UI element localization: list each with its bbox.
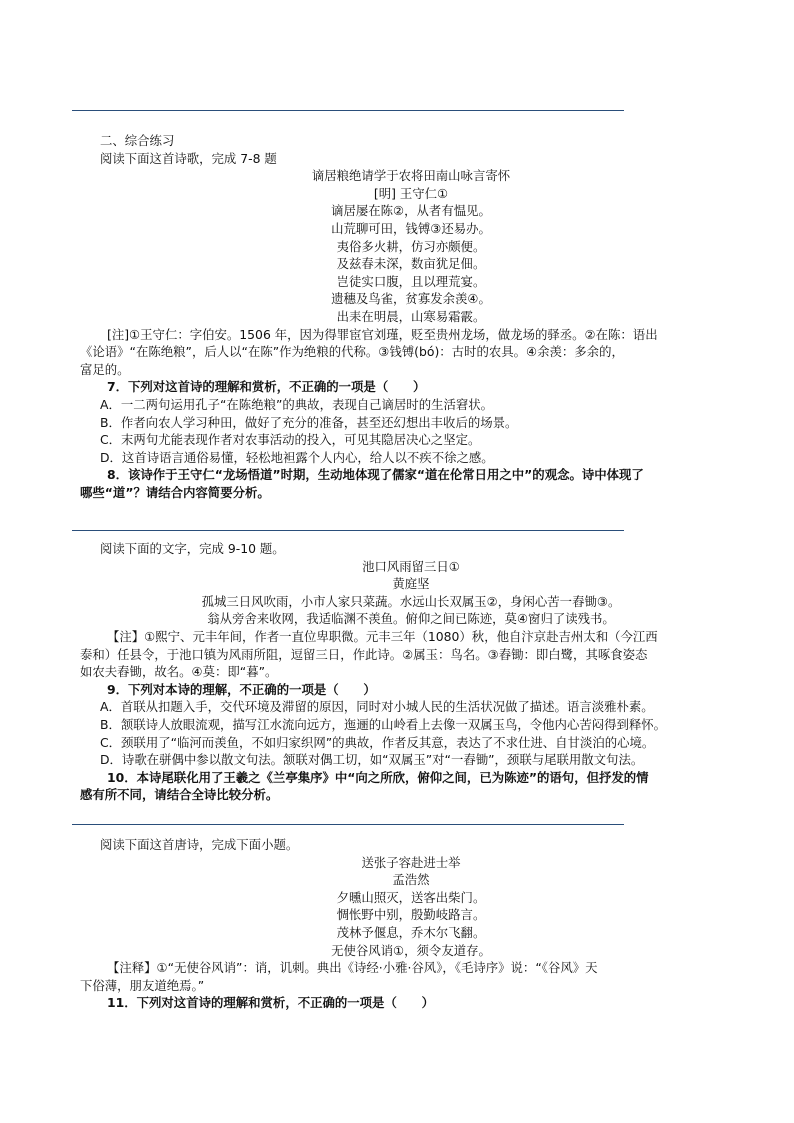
poem-line: 夕曛山照灭，送客出柴门。 — [336, 889, 486, 905]
question-8-continued: 哪些“道”？请结合内容简要分析。 — [80, 484, 270, 500]
section-heading: 二、综合练习 — [100, 133, 175, 148]
poem-line: 孤城三日风吹雨，小市人家只菜蔬。水远山长双属玉②，身闲心苦一舂锄③。 — [201, 593, 621, 609]
poem-line: 翁从旁舍来收网，我适临渊不羡鱼。俯仰之间已陈迹，莫④窗归了读残书。 — [207, 611, 615, 627]
section-divider — [72, 824, 624, 825]
section-1 — [80, 132, 722, 501]
annotation-line: [注]①王守仁：字伯安。1506 年，因为得罪宦官刘瑾，贬至贵州龙场，做龙场的驿丞。②在陈：语出 — [107, 326, 658, 342]
question-option: A．一二两句运用孔子“在陈绝粮”的典故，表现自己谪居时的生活窘状。 — [100, 396, 494, 412]
question-10: 10．本诗尾联化用了王羲之《兰亭集序》中“向之所欣，俯仰之间，已为陈迹”的语句，但抒发的情 — [107, 769, 649, 785]
poem-line: 无使谷风诮①，须令友道存。 — [331, 942, 491, 958]
poem-author: 黄庭坚 — [392, 576, 430, 592]
poem-line: 惆怅野中别，殷勤岐路言。 — [336, 907, 486, 923]
annotation-line: 【注】①熙宁、元丰年间，作者一直位卑职微。元丰三年（1080）秋，他自汴京赴吉州太和（今江西 — [107, 628, 658, 644]
annotation-line: 如农夫舂锄，故名。④莫：即“暮”。 — [80, 664, 278, 680]
question-option: C．末两句尤能表现作者对农事活动的投入，可见其隐居决心之坚定。 — [100, 432, 481, 448]
question-option: D．这首诗语言通俗易懂，轻松地袒露个人内心，给人以不疾不徐之感。 — [100, 449, 494, 465]
poem-line: 及兹春未深，数亩犹足佃。 — [336, 256, 486, 272]
question-option: B．作者向农人学习种田，做好了充分的准备，甚至还幻想出丰收后的场景。 — [100, 414, 518, 430]
section-divider — [72, 110, 624, 111]
question-11: 11．下列对这首诗的理解和赏析，不正确的一项是（ ） — [107, 995, 435, 1011]
question-7: 7．下列对这首诗的理解和赏析，不正确的一项是（ ） — [107, 379, 426, 395]
poem-line: 岂徒实口腹，且以理荒宴。 — [336, 273, 486, 289]
question-option: B．颔联诗人放眼流观，描写江水流向远方，迤逦的山岭看上去像一双属玉鸟，令他内心苦闷得到释怀。 — [100, 716, 667, 732]
reading-instruction: 阅读下面的文字，完成 9-10 题。 — [100, 541, 285, 556]
annotation-line: 富足的。 — [80, 361, 130, 377]
poem-line: 遗穗及鸟雀，贫寡发余羡④。 — [331, 291, 491, 307]
poem-line: 茂林予偃息，乔木尔飞翻。 — [336, 924, 486, 940]
poem-title: 谪居粮绝请学于农将田南山咏言寄怀 — [311, 168, 511, 184]
poem-author: [明] 王守仁① — [373, 185, 449, 201]
question-option: D．诗歌在骈偶中参以散文句法。颔联对偶工切，如“双属玉”对“一舂锄”，颈联与尾联用散文句法。 — [100, 752, 644, 768]
poem-title: 送张子容赴进士举 — [361, 854, 461, 870]
section-divider — [72, 530, 624, 531]
section-2 — [80, 540, 722, 804]
annotation-line: 《论语》“在陈绝粮”，后人以“在陈”作为绝粮的代称。③钱镈(bó)：古时的农具。④余羡：多余的， — [80, 344, 624, 360]
section-3 — [80, 836, 722, 1012]
poem-author: 孟浩然 — [392, 872, 430, 888]
question-10-continued: 感有所不同，请结合全诗比较分析。 — [80, 787, 279, 803]
question-9: 9．下列对本诗的理解，不正确的一项是（ ） — [107, 681, 376, 697]
question-8: 8．该诗作于王守仁“龙场悟道”时期，生动地体现了儒家“道在伦常日用之中”的观念。诗中体现了 — [107, 467, 644, 483]
poem-title: 池口风雨留三日① — [362, 558, 460, 574]
annotation-line: 【注释】①“无使谷风诮”：诮，讥刺。典出《诗经·小雅·谷风》，《毛诗序》说：“《谷风》天 — [107, 960, 598, 976]
poem-line: 夷俗多火耕，仿习亦颇便。 — [336, 238, 486, 254]
question-option: C．颈联用了“临河而羡鱼，不如归家织网”的典故，作者反其意，表达了不求仕进、自甘淡泊的心境。 — [100, 734, 655, 750]
poem-line: 山荒聊可田，钱镈③还易办。 — [331, 220, 491, 236]
reading-instruction: 阅读下面这首唐诗，完成下面小题。 — [100, 837, 299, 852]
poem-line: 出耒在明晨，山寒易霜霰。 — [336, 308, 486, 324]
annotation-line: 下俗薄，朋友道绝焉。” — [80, 977, 205, 993]
poem-line: 谪居屡在陈②，从者有愠见。 — [331, 203, 491, 219]
reading-instruction: 阅读下面这首诗歌，完成 7-8 题 — [100, 150, 277, 166]
annotation-line: 泰和）任县令，于池口镇为风雨所阻，逗留三日，作此诗。②属玉：鸟名。③舂锄：即白鹭，其啄食姿态 — [80, 646, 648, 662]
question-option: A．首联从扣题入手，交代环境及滞留的原因，同时对小城人民的生活状况做了描述。语言淡雅朴素。 — [100, 699, 654, 715]
